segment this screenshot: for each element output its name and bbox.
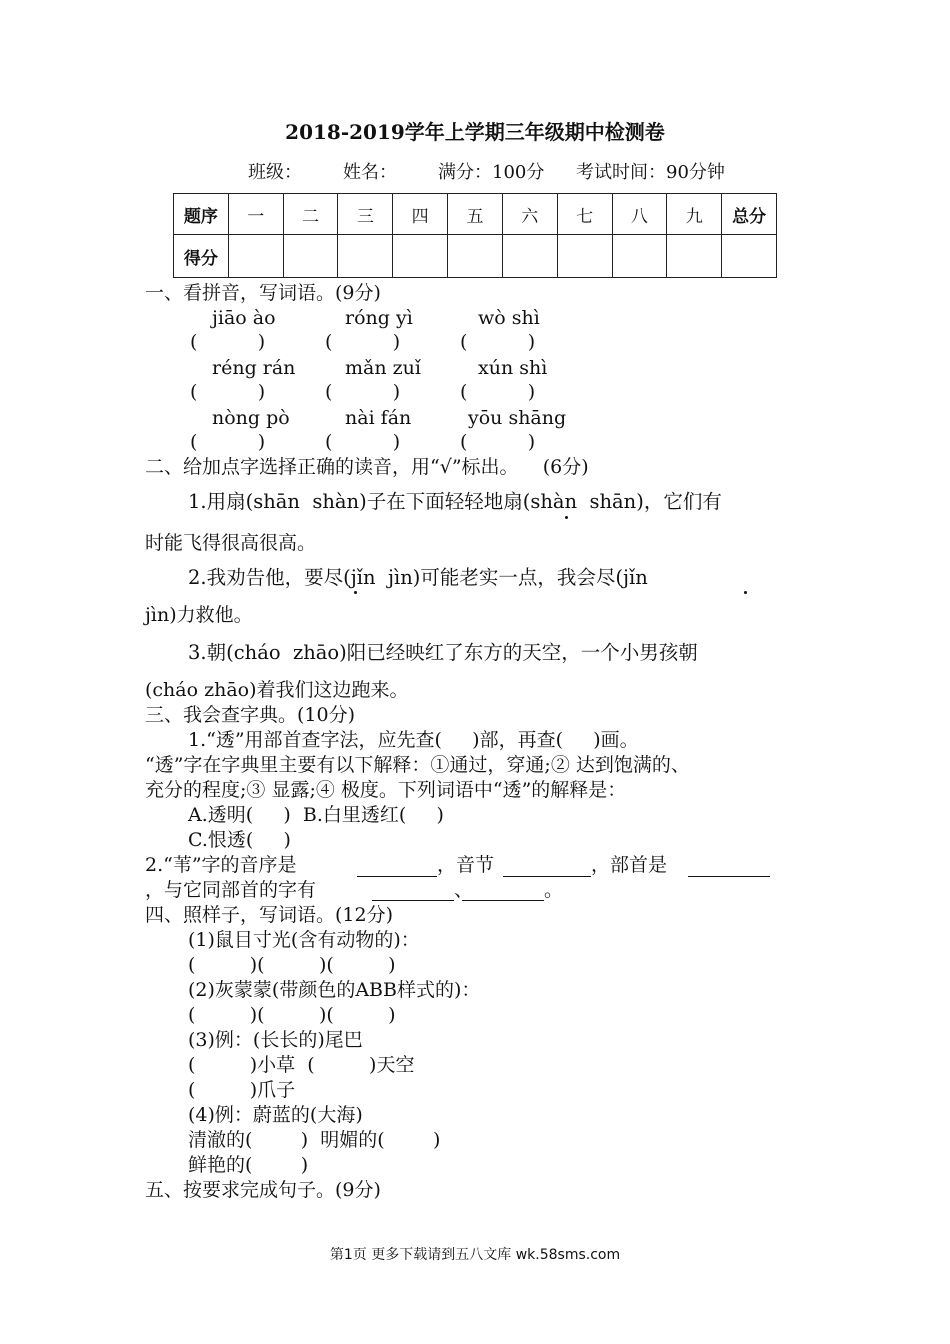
fill-blank[interactable] xyxy=(372,900,454,901)
score-blank[interactable] xyxy=(557,235,612,278)
question-line: ，与它同部首的字有 xyxy=(145,879,317,901)
question-line: 充分的程度;③ 显露;④ 极度。下列词语中“透”的解释是： xyxy=(145,779,627,801)
score-cell-total: 总分 xyxy=(722,194,777,235)
question-line: ，部首是 xyxy=(591,854,668,876)
score-blank[interactable] xyxy=(722,235,777,278)
score-table-score-row xyxy=(174,235,777,278)
fill-blank[interactable] xyxy=(462,900,544,901)
score-blank[interactable] xyxy=(502,235,557,278)
score-blank[interactable] xyxy=(338,235,393,278)
answer-bracket[interactable]: ( ) xyxy=(325,331,401,353)
emphasis-dot xyxy=(565,516,568,519)
section3-heading: 三、我会查字典。(10分) xyxy=(145,704,356,726)
question-line: 2.“苇”字的音序是 xyxy=(145,854,297,876)
exam-time: 考试时间：90分钟 xyxy=(576,162,725,183)
pinyin: jiāo ào xyxy=(212,307,276,329)
pinyin: wò shì xyxy=(478,307,540,329)
pinyin: nài fán xyxy=(345,407,412,429)
class-label: 班级： xyxy=(248,162,302,183)
score-blank[interactable] xyxy=(228,235,283,278)
question-line: 时能飞得很高很高。 xyxy=(145,532,317,554)
score-table-header-row xyxy=(174,194,777,235)
score-blank[interactable] xyxy=(667,235,722,278)
answer-bracket[interactable]: ( ) xyxy=(460,331,536,353)
question-line: (4)例：蔚蓝的(大海) xyxy=(188,1104,363,1126)
pinyin: xún shì xyxy=(478,357,548,379)
score-cell: 五 xyxy=(448,194,503,235)
answer-bracket[interactable]: ( ) xyxy=(190,381,266,403)
score-cell: 一 xyxy=(228,194,283,235)
score-blank[interactable] xyxy=(393,235,448,278)
question-line: (cháo zhāo)着我们这边跑来。 xyxy=(145,679,409,701)
answer-bracket[interactable]: 清澈的( ) 明媚的( ) xyxy=(188,1129,441,1151)
pinyin: nòng pò xyxy=(212,407,290,429)
question-line: (1)鼠目寸光(含有动物的)： xyxy=(188,929,420,951)
emphasis-dot xyxy=(744,591,747,594)
full-score: 满分：100分 xyxy=(438,162,545,183)
score-cell: 七 xyxy=(557,194,612,235)
name-label: 姓名： xyxy=(343,162,397,183)
question-line: 、 xyxy=(454,879,474,901)
score-cell: 九 xyxy=(667,194,722,235)
answer-bracket[interactable]: ( ) xyxy=(325,431,401,453)
score-table xyxy=(173,193,777,278)
answer-bracket[interactable]: ( ) xyxy=(460,381,536,403)
question-line: (3)例：(长长的)尾巴 xyxy=(188,1029,363,1051)
score-cell: 六 xyxy=(502,194,557,235)
score-row-label: 得分 xyxy=(174,235,229,278)
section5-heading: 五、按要求完成句子。(9分) xyxy=(145,1179,381,1201)
fill-blank[interactable] xyxy=(503,876,591,877)
score-blank[interactable] xyxy=(612,235,667,278)
score-cell: 四 xyxy=(393,194,448,235)
answer-bracket[interactable]: ( )爪子 xyxy=(188,1079,296,1101)
answer-bracket[interactable]: 鲜艳的( ) xyxy=(188,1154,309,1176)
question-line: C.恨透( ) xyxy=(188,829,291,851)
fill-blank[interactable] xyxy=(688,876,770,877)
question-line: jìn)力救他。 xyxy=(145,604,253,626)
page-footer: 第1页 更多下载请到五八文库 wk.58sms.com xyxy=(329,1247,621,1263)
pinyin: réng rán xyxy=(212,357,296,379)
question-line: ，音节 xyxy=(437,854,495,876)
answer-bracket[interactable]: ( )( )( ) xyxy=(188,1004,396,1026)
answer-bracket[interactable]: ( ) xyxy=(460,431,536,453)
score-cell-label: 题序 xyxy=(174,194,229,235)
question-line: (2)灰蒙蒙(带颜色的ABB样式的)： xyxy=(188,979,481,1001)
question-line: 2.我劝告他，要尽(jǐn jìn)可能老实一点，我会尽(jǐn xyxy=(188,566,648,589)
score-cell: 二 xyxy=(283,194,338,235)
score-cell: 八 xyxy=(612,194,667,235)
question-line: 。 xyxy=(544,879,564,901)
score-cell: 三 xyxy=(338,194,393,235)
fill-blank[interactable] xyxy=(357,876,437,877)
score-blank[interactable] xyxy=(283,235,338,278)
page-title: 2018-2019学年上学期三年级期中检测卷 xyxy=(285,120,665,144)
emphasis-dot xyxy=(354,591,357,594)
score-blank[interactable] xyxy=(448,235,503,278)
section4-heading: 四、照样子，写词语。(12分) xyxy=(145,904,394,926)
answer-bracket[interactable]: ( ) xyxy=(190,331,266,353)
question-line: 1.用扇(shān shàn)子在下面轻轻地扇(shàn shān)，它们有 xyxy=(188,490,722,513)
question-line: “透”字在字典里主要有以下解释：①通过，穿通;② 达到饱满的、 xyxy=(145,754,690,776)
question-line: 3.朝(cháo zhāo)阳已经映红了东方的天空，一个小男孩朝 xyxy=(188,641,698,664)
question-line: A.透明( ) B.白里透红( ) xyxy=(188,804,444,826)
section1-heading: 一、看拼音，写词语。(9分) xyxy=(145,282,381,304)
answer-bracket[interactable]: ( ) xyxy=(190,431,266,453)
answer-bracket[interactable]: ( ) xyxy=(325,381,401,403)
answer-bracket[interactable]: ( )小草 ( )天空 xyxy=(188,1054,415,1076)
pinyin: yōu shāng xyxy=(468,407,567,429)
question-line: 1.“透”用部首查字法，应先查( )部，再查( )画。 xyxy=(188,729,639,751)
pinyin: róng yì xyxy=(345,307,413,329)
section2-heading: 二、给加点字选择正确的读音，用“√”标出。 (6分) xyxy=(145,456,589,478)
pinyin: mǎn zuǐ xyxy=(345,357,421,379)
answer-bracket[interactable]: ( )( )( ) xyxy=(188,954,396,976)
